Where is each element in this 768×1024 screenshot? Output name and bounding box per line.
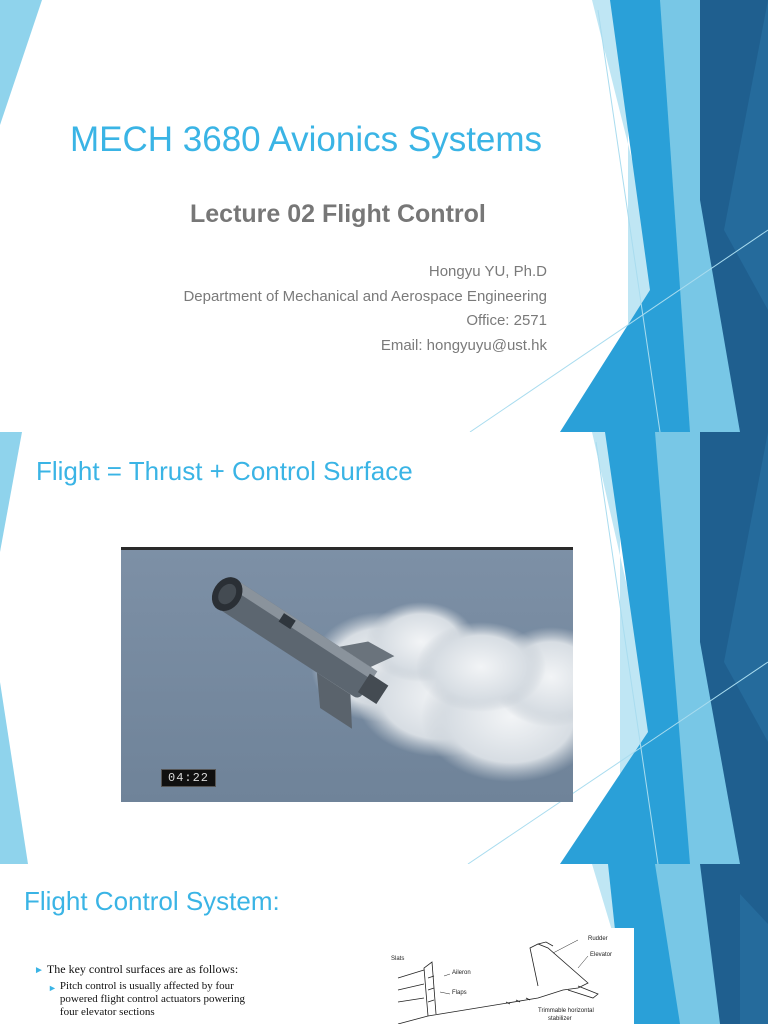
email-address: Email: hongyuyu@ust.hk [380, 336, 547, 354]
deco-light-sliver [0, 432, 22, 552]
slide-heading: Flight Control System: [24, 886, 280, 916]
label-flaps: Flaps [452, 990, 467, 996]
slide-title-page [0, 0, 768, 432]
label-stabilizer-2: stabilizer [548, 1016, 572, 1022]
slide-heading: Flight = Thrust + Control Surface [36, 456, 413, 486]
deco-light-sliver [0, 0, 42, 125]
presenter-info [183, 260, 547, 358]
department-name: Department of Mechanical and Aerospace Engineering [183, 287, 547, 305]
bullet-list [34, 962, 334, 1019]
label-elevator: Elevator [590, 952, 613, 958]
aircraft-line-drawing [388, 928, 634, 1024]
rocket-video-frame[interactable] [121, 547, 573, 802]
control-surfaces-diagram [388, 928, 634, 1024]
list-item [48, 980, 334, 1019]
sub-bullet-line: powered flight control actuators powering [59, 993, 246, 1005]
label-slats: Slats [391, 956, 405, 962]
frame-top-edge [121, 547, 573, 550]
sub-bullet-line: Pitch control is usually affected by four [59, 980, 234, 992]
slide-flight-control-system [0, 864, 768, 1024]
label-rudder: Rudder [588, 936, 608, 942]
author-name: Hongyu YU, Ph.D [428, 263, 547, 280]
office-number: Office: 2571 [466, 312, 547, 330]
list-item [34, 962, 334, 977]
label-aileron: Aileron [452, 970, 471, 976]
presentation-title: MECH 3680 Avionics Systems [70, 120, 543, 159]
sub-bullet-text [60, 980, 245, 1019]
sub-bullet-line: four elevator sections [59, 1006, 155, 1018]
lecture-subtitle: Lecture 02 Flight Control [190, 200, 486, 228]
deco-light-sliver-bottom [0, 682, 28, 864]
label-stabilizer-1: Trimmable horizontal [538, 1008, 594, 1014]
bullet-arrow-icon: ► [48, 983, 57, 993]
slide-flight-thrust [0, 432, 768, 864]
video-timecode: 04:22 [161, 769, 216, 787]
rocket-scene [121, 547, 573, 802]
bullet-text: The key control surfaces are as follows: [46, 962, 239, 976]
bullet-arrow-icon: ► [34, 965, 44, 976]
